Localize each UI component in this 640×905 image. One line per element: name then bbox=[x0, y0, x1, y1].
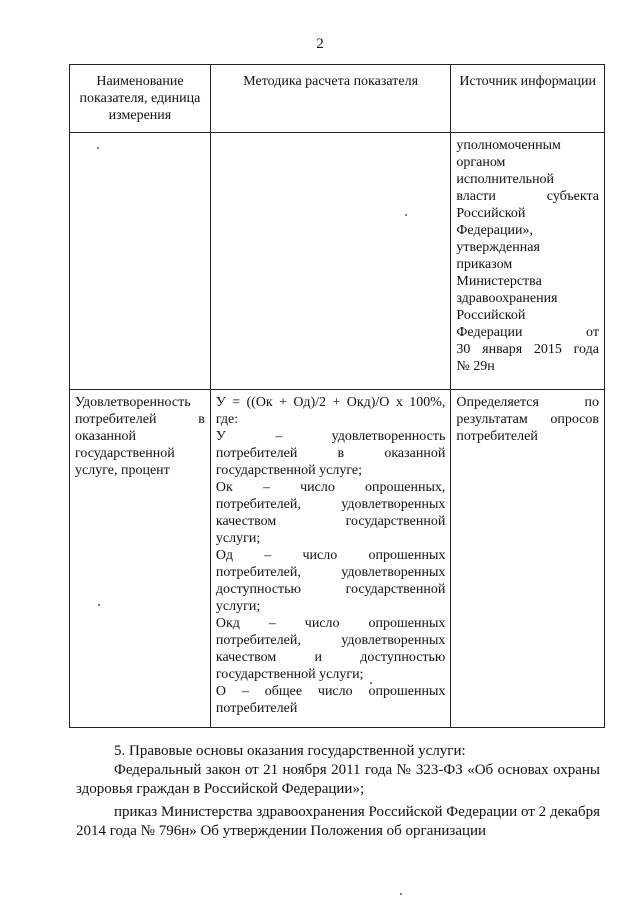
source-line: Российской bbox=[456, 308, 526, 323]
source-line: 30 января 2015 года bbox=[456, 342, 599, 357]
method-line: Окд – число опрошенных bbox=[215, 616, 446, 631]
source-line: Федерации от bbox=[456, 325, 599, 340]
indicator-line: государственной bbox=[75, 446, 175, 461]
source-line: результатам опросов bbox=[456, 412, 599, 427]
source-line: Российской bbox=[456, 206, 526, 221]
order-paragraph: приказ Министерства здравоохранения Российской Федерации от 2 декабря 2014 года № 796н» Об утверждении Положения об организации bbox=[76, 804, 600, 839]
scan-speck bbox=[405, 214, 407, 216]
table-header-row bbox=[70, 65, 605, 133]
source-line: Министерства bbox=[456, 274, 542, 289]
method-line: качеством и доступностью bbox=[215, 650, 446, 665]
indicator-table bbox=[69, 64, 605, 728]
table-row bbox=[70, 133, 605, 390]
source-line: № 29н bbox=[456, 359, 495, 374]
row2-source-cell bbox=[451, 390, 605, 728]
row1-source-cell bbox=[451, 133, 605, 390]
source-line: исполнительной bbox=[456, 172, 555, 187]
source-line: Определяется по bbox=[456, 395, 599, 410]
row1-indicator-cell bbox=[70, 133, 211, 390]
row1-method-cell bbox=[210, 133, 450, 390]
source-line: здравоохранения bbox=[456, 291, 558, 306]
scan-speck bbox=[97, 147, 99, 149]
header-calculation-method: Методика расчета показателя bbox=[210, 65, 450, 133]
indicator-line: Удовлетворенность bbox=[75, 395, 191, 410]
method-line: Од – число опрошенных bbox=[215, 548, 446, 563]
row2-indicator-cell bbox=[70, 390, 211, 728]
method-line: потребителей, удовлетворенных bbox=[215, 497, 446, 512]
scan-speck bbox=[400, 893, 402, 895]
indicator-line: оказанной bbox=[75, 429, 137, 444]
source-line: власти субъекта bbox=[456, 189, 599, 204]
method-line: потребителей, удовлетворенных bbox=[215, 633, 446, 648]
method-line: доступностью государственной bbox=[215, 582, 446, 597]
method-line: У – удовлетворенность bbox=[215, 429, 446, 444]
law-paragraph: Федеральный закон от 21 ноября 2011 года № 323-ФЗ «Об основах охраны здоровья граждан в Российской Федерации»; bbox=[76, 762, 600, 797]
row2-method-cell bbox=[210, 390, 450, 728]
method-line: потребителей bbox=[215, 701, 298, 716]
source-line: Федерации», bbox=[456, 223, 533, 238]
legal-basis-section bbox=[76, 742, 600, 841]
method-line: О – общее число опрошенных bbox=[215, 684, 446, 699]
method-line: услуги; bbox=[215, 531, 261, 546]
page-number: 2 bbox=[316, 36, 324, 52]
table-row bbox=[70, 390, 605, 728]
indicator-line: услуге, процент bbox=[75, 463, 170, 478]
scan-speck bbox=[370, 682, 372, 684]
source-line: уполномоченным bbox=[456, 138, 561, 153]
indicator-line: потребителей в bbox=[75, 412, 205, 427]
method-line: качеством государственной bbox=[215, 514, 446, 529]
method-line: где: bbox=[215, 412, 239, 427]
method-line: потребителей, удовлетворенных bbox=[215, 565, 446, 580]
method-line: потребителей в оказанной bbox=[215, 446, 446, 461]
header-indicator-name: Наименование показателя, единица измерения bbox=[70, 65, 211, 133]
source-line: потребителей bbox=[456, 429, 538, 444]
method-line: услуги; bbox=[215, 599, 261, 614]
method-line: государственной услуги; bbox=[215, 667, 364, 682]
source-line: органом bbox=[456, 155, 506, 170]
scan-speck bbox=[98, 604, 100, 606]
source-line: утвержденная bbox=[456, 240, 540, 255]
method-line: государственной услуге; bbox=[215, 463, 363, 478]
source-line: приказом bbox=[456, 257, 513, 272]
header-information-source: Источник информации bbox=[451, 65, 605, 133]
section-heading: 5. Правовые основы оказания государственной услуги: bbox=[114, 743, 466, 759]
method-line: Ок – число опрошенных, bbox=[215, 480, 446, 495]
formula-line: У = ((Ок + Од)/2 + Окд)/О х 100%, bbox=[215, 395, 446, 410]
